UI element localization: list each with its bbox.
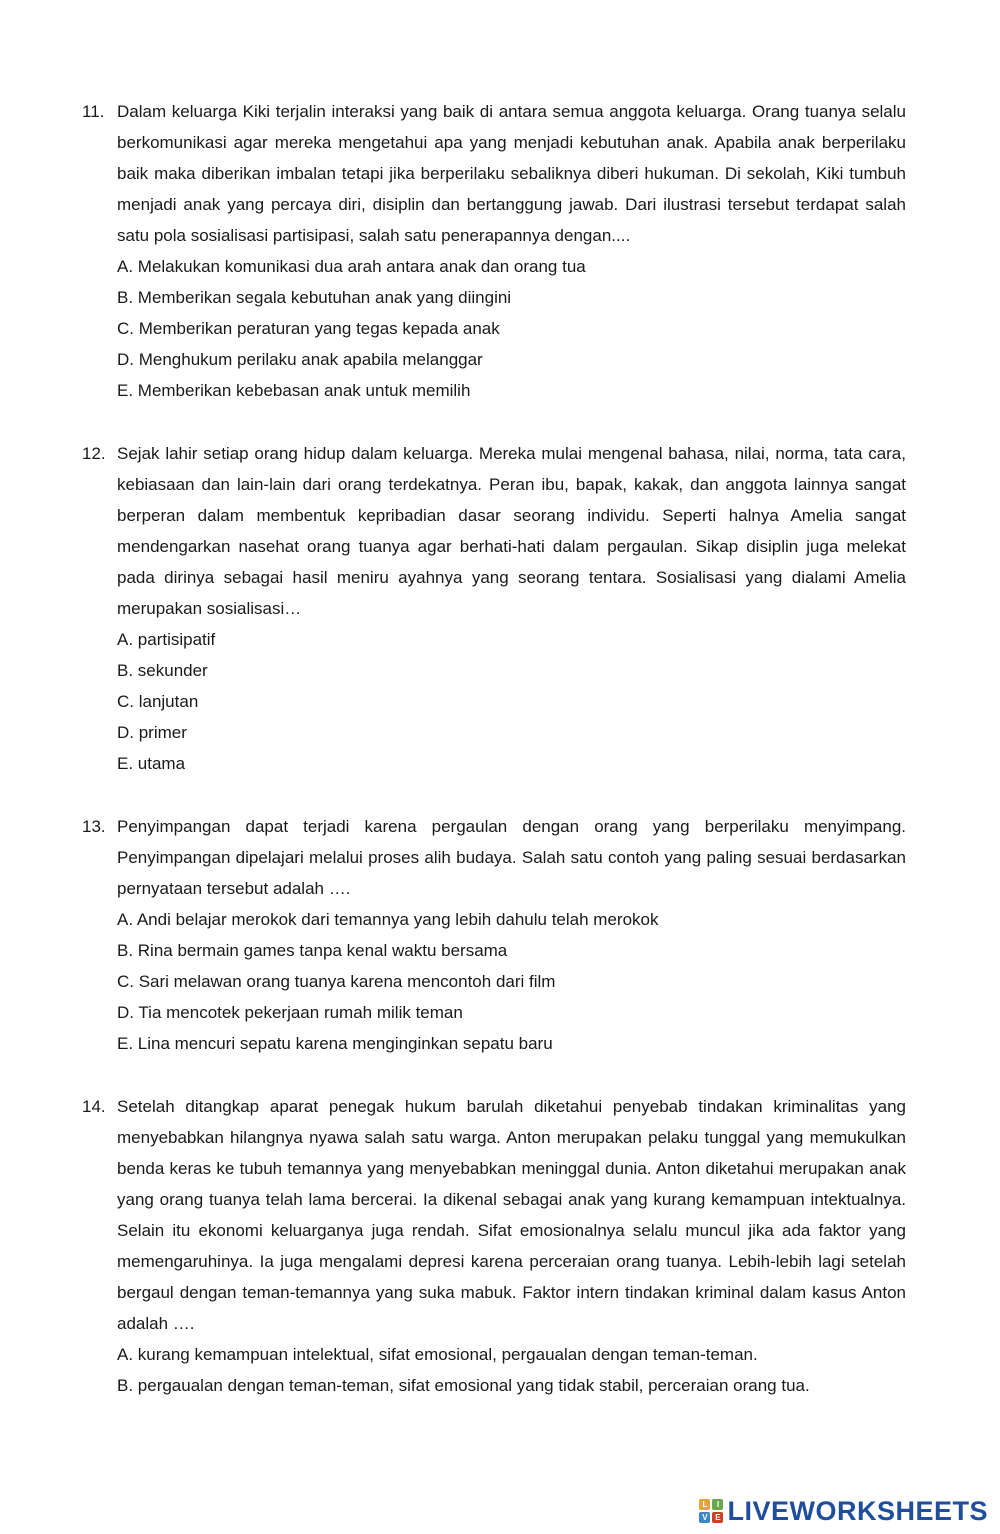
option-a: A. kurang kemampuan intelektual, sifat emosional, pergaualan dengan teman-teman. xyxy=(117,1345,758,1364)
option-a: A. Andi belajar merokok dari temannya yang lebih dahulu telah merokok xyxy=(117,910,659,929)
question-number: 14. xyxy=(82,1097,106,1116)
option-b: B. Rina bermain games tanpa kenal waktu bersama xyxy=(117,941,508,960)
answer-options xyxy=(117,904,906,1059)
answer-options xyxy=(117,251,906,406)
option-d: D. primer xyxy=(117,723,187,742)
logo-text: LIVEWORKSHEETS xyxy=(727,1495,988,1526)
option-e: E. utama xyxy=(117,754,186,773)
option-e: E. Lina mencuri sepatu karena menginginkan sepatu baru xyxy=(117,1034,553,1053)
question-13 xyxy=(82,811,906,1059)
question-12 xyxy=(82,438,906,779)
option-c: C. Memberikan peraturan yang tegas kepada anak xyxy=(117,319,500,338)
question-number: 11. xyxy=(82,102,105,121)
question-text: Dalam keluarga Kiki terjalin interaksi yang baik di antara semua anggota keluarga. Orang tuanya selalu berkomunikasi agar mereka mengetahui apa yang menjadi kebutuhan anak. Apabila anak berperilaku baik maka diberikan imbalan tetapi jika berperilaku sebaliknya diberi hukuman. Di sekolah, Kiki tumbuh menjadi anak yang percaya diri, disiplin dan bertanggung jawab. Dari ilustrasi tersebut terdapat salah satu pola sosialisasi partisipasi, salah satu penerapannya dengan.... xyxy=(117,102,906,245)
answer-options xyxy=(117,1339,906,1401)
option-b: B. pergaualan dengan teman-teman, sifat emosional yang tidak stabil, perceraian orang tua. xyxy=(117,1376,810,1395)
logo-mark-letter: I xyxy=(712,1499,723,1510)
option-a: A. Melakukan komunikasi dua arah antara anak dan orang tua xyxy=(117,257,586,276)
option-c: C. Sari melawan orang tuanya karena mencontoh dari film xyxy=(117,972,556,991)
liveworksheets-logo[interactable] xyxy=(699,1496,988,1526)
logo-mark-letter: L xyxy=(699,1499,710,1510)
option-e: E. Memberikan kebebasan anak untuk memilih xyxy=(117,381,471,400)
option-b: B. Memberikan segala kebutuhan anak yang diingini xyxy=(117,288,512,307)
liveworksheets-logo-icon xyxy=(699,1499,723,1523)
question-text: Setelah ditangkap aparat penegak hukum barulah diketahui penyebab tindakan kriminalitas yang menyebabkan hilangnya nyawa salah satu warga. Anton merupakan pelaku tunggal yang memukulkan benda keras ke tubuh temannya yang menyebabkan meninggal dunia. Anton diketahui merupakan anak yang orang tuanya telah lama bercerai. Ia dikenal sebagai anak yang kurang kemampuan intektualnya. Selain itu ekonomi keluarganya juga rendah. Sifat emosionalnya selalu muncul jika ada faktor yang memengaruhinya. Ia juga mengalami depresi karena perceraian orang tuanya. Lebih-lebih lagi setelah bergaul dengan teman-temannya yang suka mabuk. Faktor intern tindakan kriminal dalam kasus Anton adalah …. xyxy=(117,1097,906,1333)
option-d: D. Menghukum perilaku anak apabila melanggar xyxy=(117,350,483,369)
question-11 xyxy=(82,96,906,406)
option-d: D. Tia mencotek pekerjaan rumah milik teman xyxy=(117,1003,463,1022)
logo-mark-letter: V xyxy=(699,1512,710,1523)
option-b: B. sekunder xyxy=(117,661,208,680)
question-number: 12. xyxy=(82,444,106,463)
option-a: A. partisipatif xyxy=(117,630,216,649)
logo-mark-letter: E xyxy=(712,1512,723,1523)
question-number: 13. xyxy=(82,817,106,836)
question-text: Penyimpangan dapat terjadi karena pergaulan dengan orang yang berperilaku menyimpang. Penyimpangan dipelajari melalui proses alih budaya. Salah satu contoh yang paling sesuai berdasarkan pernyataan tersebut adalah …. xyxy=(117,817,906,898)
answer-options xyxy=(117,624,906,779)
question-14 xyxy=(82,1091,906,1401)
question-text: Sejak lahir setiap orang hidup dalam keluarga. Mereka mulai mengenal bahasa, nilai, norma, tata cara, kebiasaan dan lain-lain dari orang terdekatnya. Peran ibu, bapak, kakak, dan anggota lainnya sangat berperan dalam membentuk kepribadian dasar seorang individu. Seperti halnya Amelia sangat mendengarkan nasehat orang tuanya agar berhati-hati dalam pergaulan. Sikap disiplin juga melekat pada dirinya sebagai hasil meniru ayahnya yang seorang tentara. Sosialisasi yang dialami Amelia merupakan sosialisasi… xyxy=(117,444,906,618)
option-c: C. lanjutan xyxy=(117,692,199,711)
